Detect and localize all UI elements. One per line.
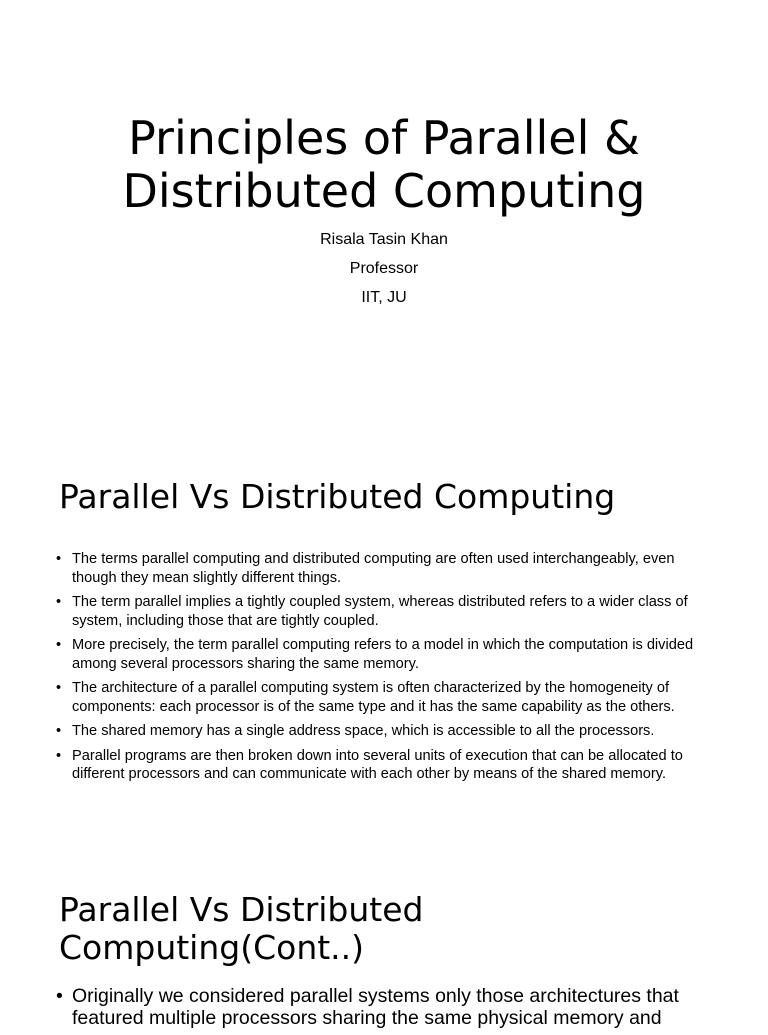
bullet-list [56, 985, 716, 1035]
bullet-icon: • [56, 747, 62, 764]
bullet-text: The architecture of a parallel computing system is often characterized by the homogeneity of components: each processor is of the same type and it has the same capability as the others. [72, 680, 675, 715]
content-slide [0, 880, 768, 1029]
presentation-title [0, 112, 768, 218]
content-slide [0, 460, 768, 860]
title-line: Distributed Computing [122, 164, 646, 218]
bullet-icon: • [56, 594, 62, 610]
heading-line: Parallel Vs Distributed [59, 890, 424, 929]
author-name: Risala Tasin Khan [320, 231, 448, 248]
bullet-list [56, 550, 716, 790]
list-item [56, 593, 716, 630]
bullet-text: The terms parallel computing and distributed computing are often used interchangeably, even though they mean slightly different things. [72, 551, 675, 586]
slide-heading: Parallel Vs Distributed Computing [59, 477, 616, 516]
bullet-text: More precisely, the term parallel computing refers to a model in which the computation is divided among several processors sharing the same memory. [72, 637, 694, 672]
bullet-text: Originally we considered parallel systems only those architectures that featured multiple processors sharing the same physical memory and [72, 985, 679, 1029]
bullet-text: The term parallel implies a tightly coupled system, whereas distributed refers to a wider class of system, including those that are tightly coupled. [72, 594, 688, 629]
bullet-icon: • [56, 551, 62, 567]
author-block [0, 228, 768, 315]
bullet-text: The shared memory has a single address space, which is accessible to all the processors. [72, 723, 655, 739]
title-line: Principles of Parallel & [128, 111, 640, 165]
list-item [56, 722, 716, 741]
list-item [56, 985, 716, 1029]
bullet-icon: • [56, 680, 62, 696]
bullet-icon: • [56, 637, 62, 653]
list-item [56, 679, 716, 716]
list-item [56, 747, 716, 784]
author-role: Professor [349, 260, 419, 277]
title-slide [0, 0, 768, 410]
list-item [56, 550, 716, 587]
heading-line: Computing(Cont..) [59, 928, 365, 967]
author-affiliation: IIT, JU [361, 289, 407, 306]
bullet-icon: • [56, 985, 63, 1007]
bullet-text: Parallel programs are then broken down into several units of execution that can be allocated to different processors and can communicate with each other by means of the shared memory. [72, 747, 683, 782]
slide-heading [59, 891, 423, 967]
bullet-icon: • [56, 723, 62, 739]
list-item [56, 636, 716, 673]
